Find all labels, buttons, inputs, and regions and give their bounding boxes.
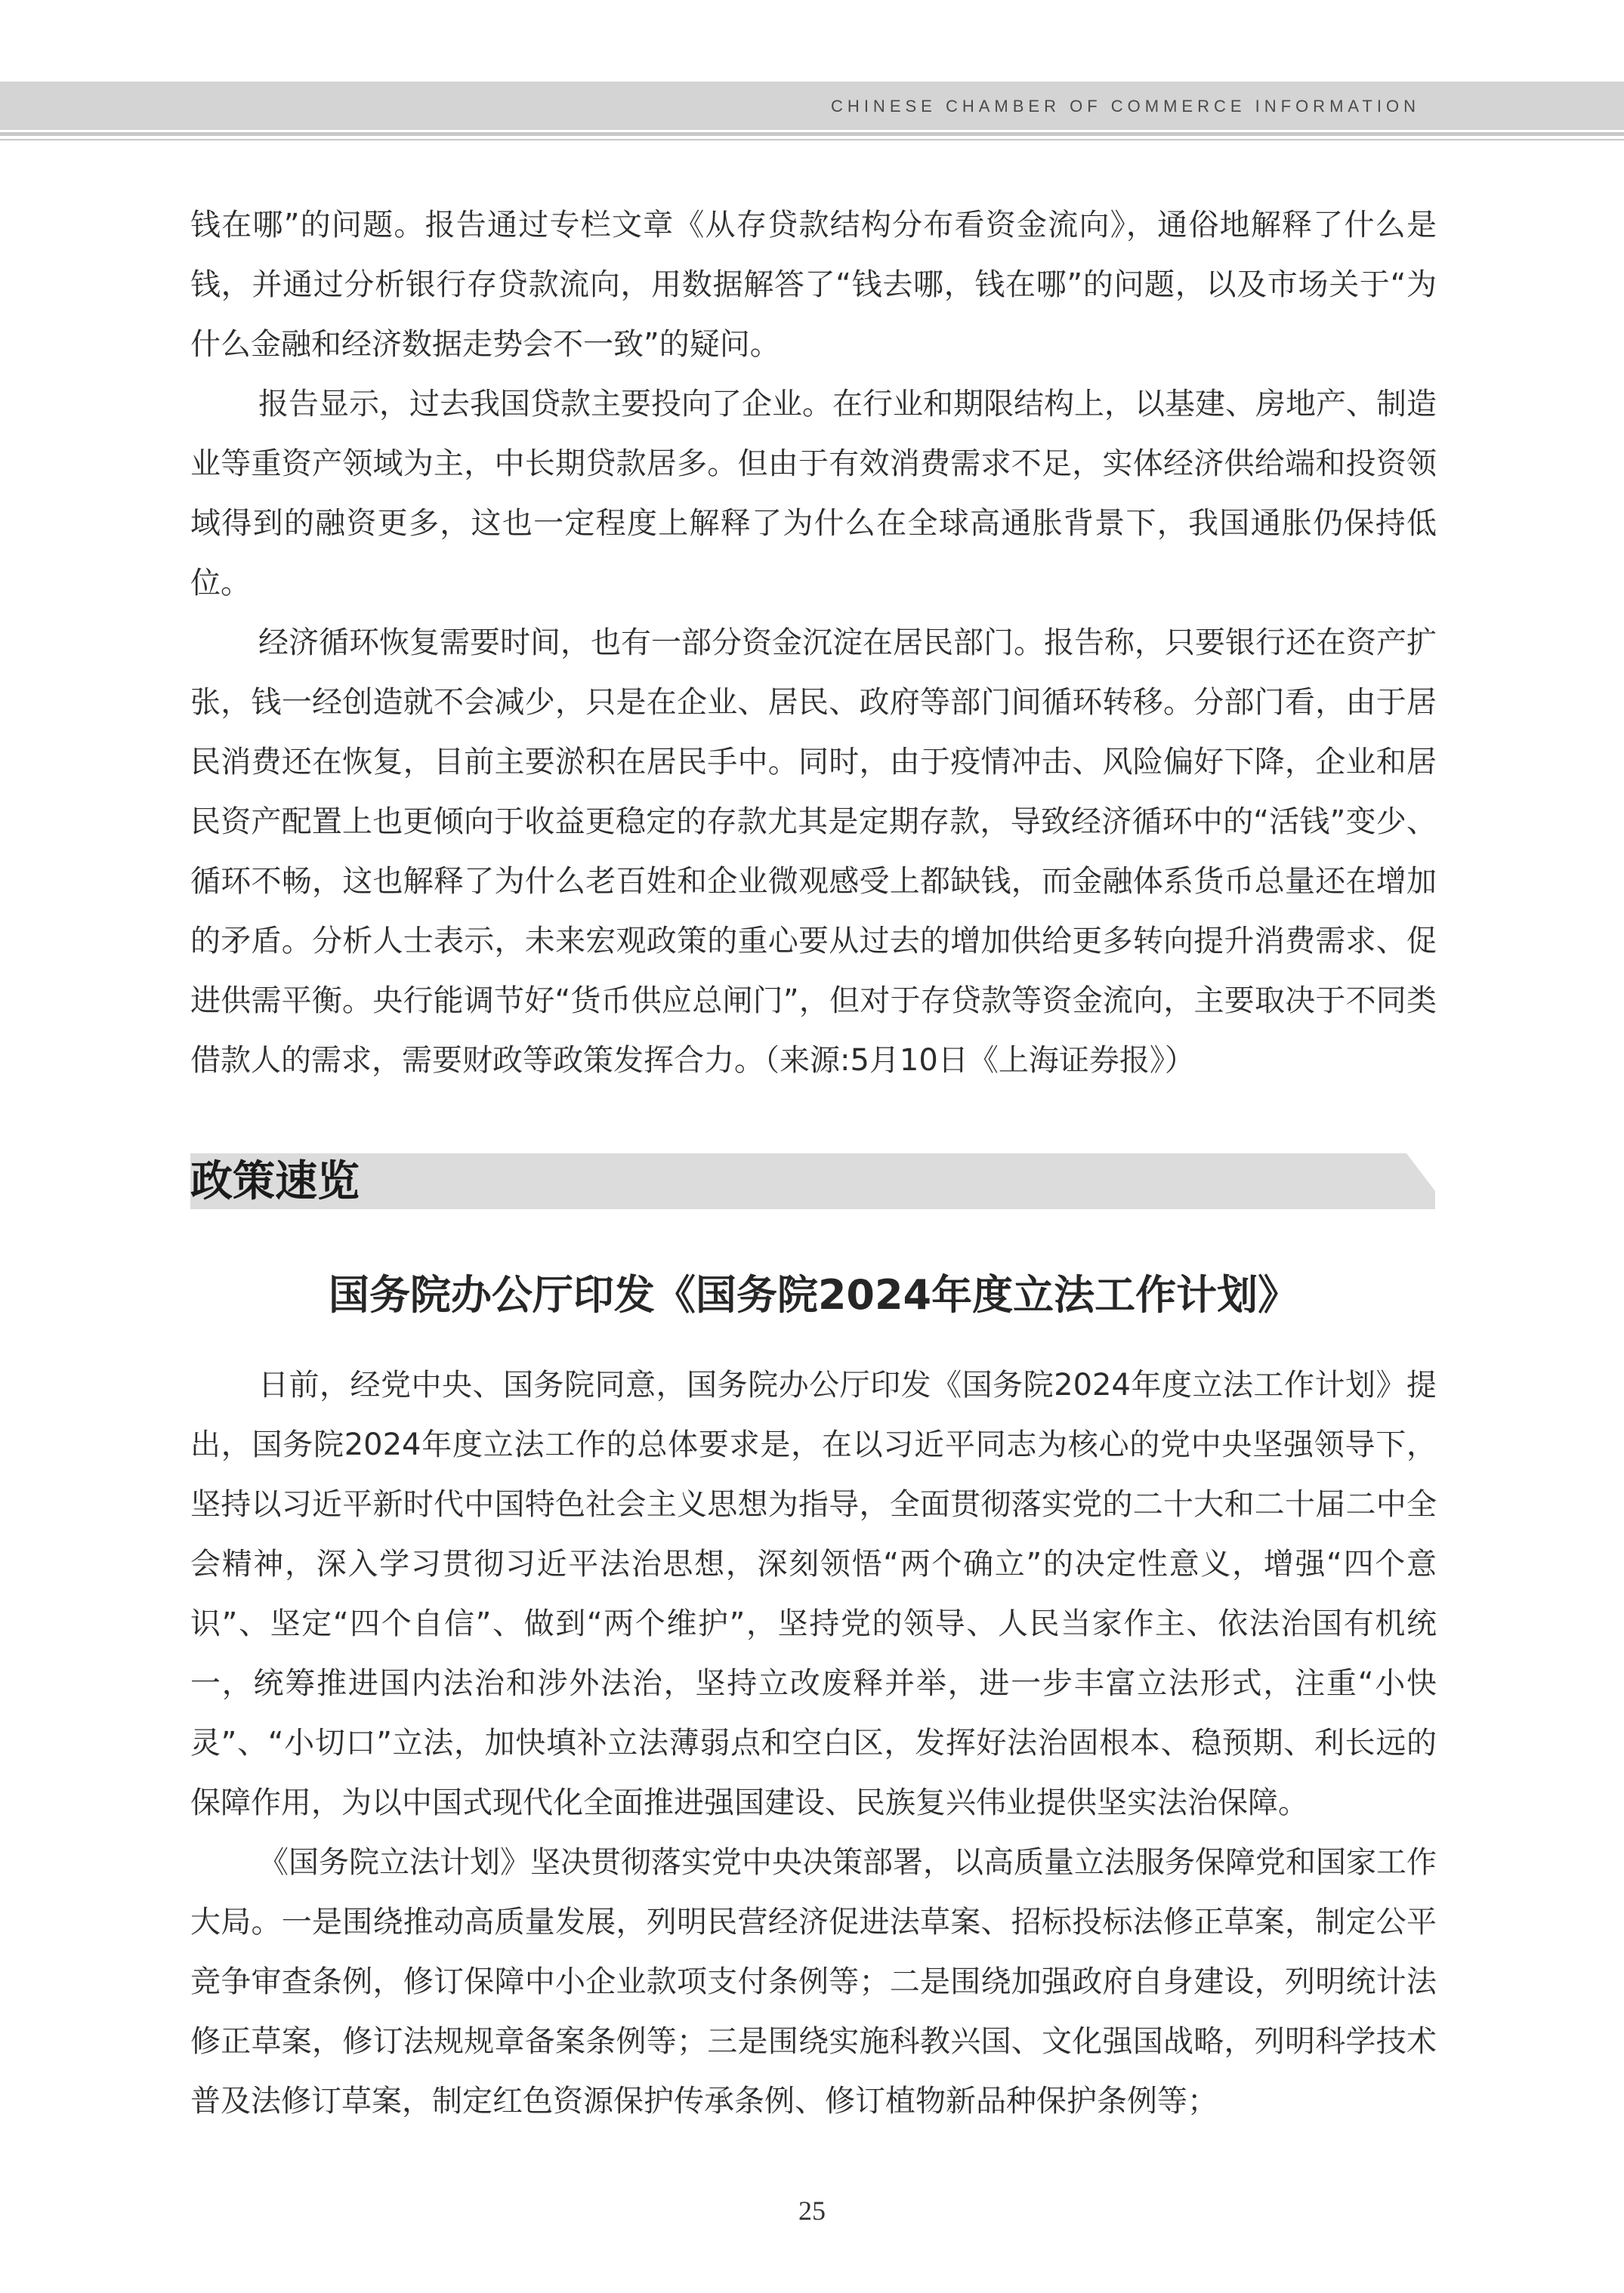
- page-number: 25: [798, 2196, 826, 2226]
- header-rule: [0, 132, 1624, 136]
- paragraph: 报告显示，过去我国贷款主要投向了企业。在行业和期限结构上，以基建、房地产、制造业等重资产领域为主，中长期贷款居多。但由于有效消费需求不足，实体经济供给端和投资领域得到的融资更多，这也一定程度上解释了为什么在全球高通胀背景下，我国通胀仍保持低位。: [190, 387, 1437, 600]
- article-title: 国务院办公厅印发《国务院2024年度立法工作计划》: [328, 1271, 1299, 1319]
- article-body: [190, 1356, 1437, 2131]
- paragraph: 《国务院立法计划》坚决贯彻落实党中央决策部署，以高质量立法服务保障党和国家工作大局。一是围绕推动高质量发展，列明民营经济促进法草案、招标投标法修正草案，制定公平竞争审查条例，修订保障中小企业款项支付条例等；二是围绕加强政府自身建设，列明统计法修正草案，修订法规规章备案条例等；三是围绕实施科教兴国、文化强国战略，列明科学技术普及法修订草案，制定红色资源保护传承条例、修订植物新品种保护条例等；: [190, 1845, 1437, 2119]
- publication-header: CHINESE CHAMBER OF COMMERCE INFORMATION: [831, 97, 1420, 116]
- paragraph: [190, 613, 1437, 1091]
- header-rule-thin: [0, 139, 1624, 140]
- paragraph: 钱在哪”的问题。报告通过专栏文章《从存贷款结构分布看资金流向》，通俗地解释了什么是钱，并通过分析银行存贷款流向，用数据解答了“钱去哪，钱在哪”的问题，以及市场关于“为什么金融和经济数据走势会不一致”的疑问。: [190, 208, 1437, 362]
- paragraph-text: 经济循环恢复需要时间，也有一部分资金沉淀在居民部门。报告称，只要银行还在资产扩张，钱一经创造就不会减少，只是在企业、居民、政府等部门间循环转移。分部门看，由于居民消费还在恢复，目前主要淤积在居民手中。同时，由于疫情冲击、风险偏好下降，企业和居民资产配置上也更倾向于收益更稳定的存款尤其是定期存款，导致经济循环中的“活钱”变少、循环不畅，这也解释了为什么老百姓和企业微观感受上都缺钱，而金融体系货币总量还在增加的矛盾。分析人士表示，未来宏观政策的重心要从过去的增加供给更多转向提升消费需求、促进供需平衡。央行能调节好“货币供应总闸门”，但对于存贷款等资金流向，主要取决于不同类借款人的需求，需要财政等政策发挥合力。: [190, 625, 1437, 1078]
- section-title: 政策速览: [190, 1156, 360, 1206]
- section-header-band: [190, 1153, 1435, 1209]
- article-continued-body: [190, 196, 1437, 1091]
- source-citation: （来源:5月10日《上海证券报》）: [764, 1043, 1195, 1078]
- paragraph: 日前，经党中央、国务院同意，国务院办公厅印发《国务院2024年度立法工作计划》提出，国务院2024年度立法工作的总体要求是，在以习近平同志为核心的党中央坚强领导下，坚持以习近平新时代中国特色社会主义思想为指导，全面贯彻落实党的二十大和二十届二中全会精神，深入学习贯彻习近平法治思想，深刻领悟“两个确立”的决定性意义，增强“四个意识”、坚定“四个自信”、做到“两个维护”，坚持党的领导、人民当家作主、依法治国有机统一，统筹推进国内法治和涉外法治，坚持立改废释并举，进一步丰富立法形式，注重“小快灵”、“小切口”立法，加快填补立法薄弱点和空白区，发挥好法治固根本、稳预期、利长远的保障作用，为以中国式现代化全面推进强国建设、民族复兴伟业提供坚实法治保障。: [190, 1368, 1437, 1820]
